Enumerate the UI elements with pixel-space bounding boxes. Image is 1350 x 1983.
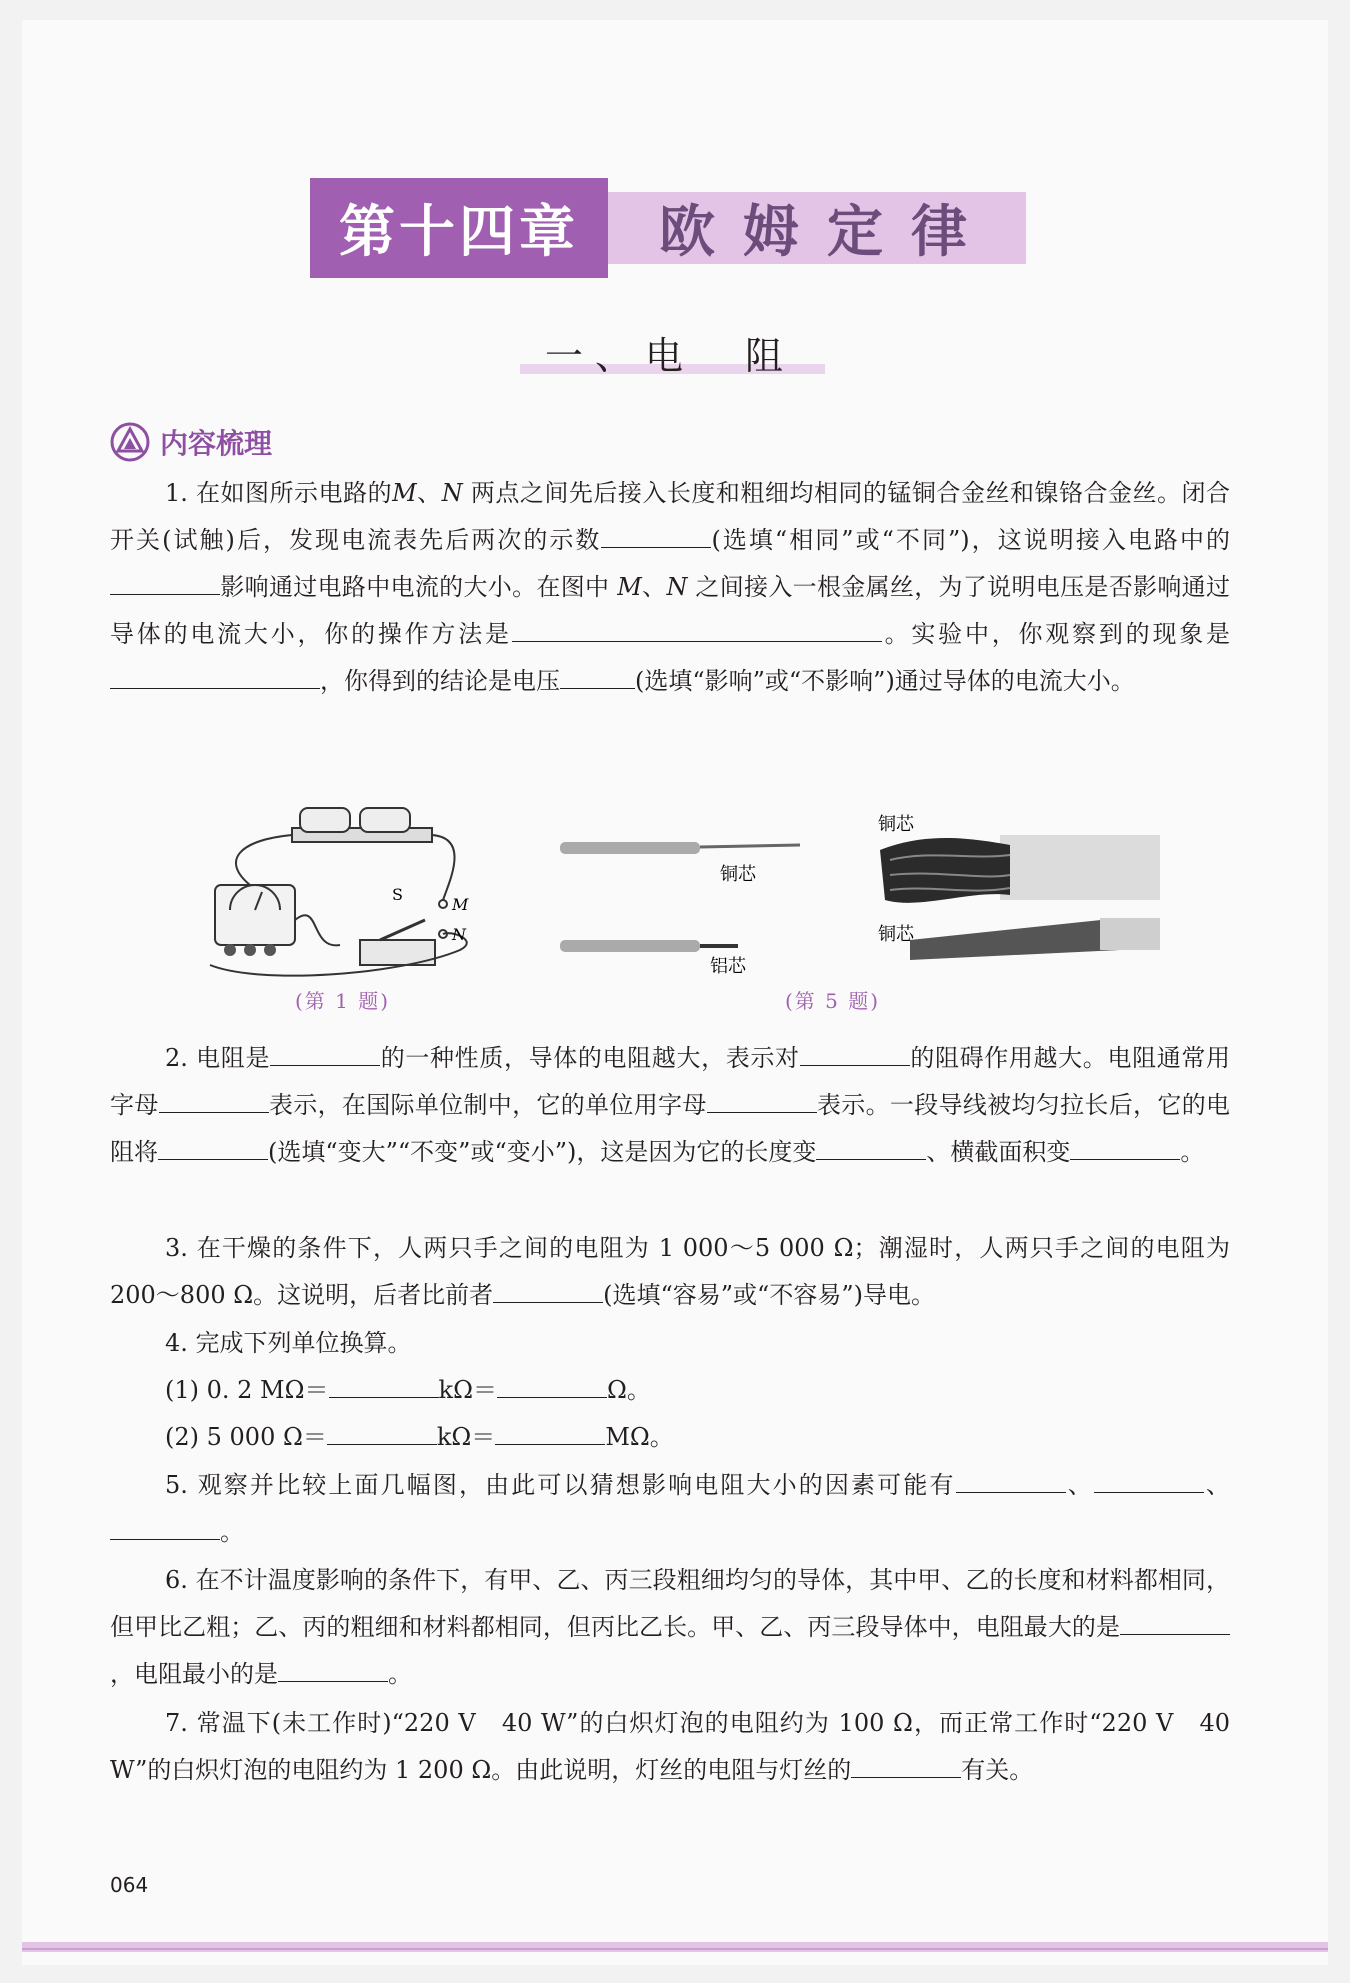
q1-text-e: 之间接入一根金属丝，为了说明电压是否影响通过导体的电流大小，你的操作方法是 — [110, 573, 1230, 648]
fig1-caption: (第 1 题) — [295, 989, 391, 1013]
q4-line1-c: Ω。 — [606, 1376, 651, 1404]
q4-title: 4. 完成下列单位换算。 — [165, 1329, 412, 1357]
copper-label-1: 铜芯 — [720, 864, 756, 885]
answer-blank[interactable] — [851, 1747, 961, 1778]
answer-blank[interactable] — [493, 1272, 603, 1303]
aluminum-label: 铝芯 — [710, 956, 746, 977]
q5-text-c: 、 — [1203, 1471, 1231, 1499]
q7-text-a: 7. 常温下(未工作时)“220 V 40 W”的白炽灯泡的电阻约为 100 Ω，而正常工作时“220 V 40 W”的白炽灯泡的电阻约为 1 200 Ω。由此说明，灯丝的电阻与灯丝的 — [110, 1709, 1230, 1784]
q2-text-c: 的阻碍作用越大。电阻通常用字母 — [110, 1044, 1231, 1119]
answer-blank[interactable] — [497, 1367, 607, 1398]
q2-text-f: (选填“变大”“不变”或“变小”)，这是因为它的长度变 — [268, 1138, 817, 1166]
q1-text-d: 影响通过电路中电流的大小。在图中 — [220, 573, 618, 601]
question-2 — [110, 1035, 1230, 1176]
q2-text-b: 的一种性质，导体的电阻越大，表示对 — [380, 1044, 800, 1072]
q5-text-a: 5. 观察并比较上面几幅图，由此可以猜想影响电阻大小的因素可能有 — [165, 1471, 956, 1499]
q1-text-c: (选填“相同”或“不同”)，这说明接入电路中的 — [711, 526, 1230, 554]
question-5 — [110, 1462, 1230, 1556]
footer-bar — [22, 1942, 1328, 1952]
q5-text-d: 。 — [220, 1518, 244, 1546]
circuit-figure — [200, 800, 500, 980]
q1-label-n: N — [441, 479, 463, 507]
q1-label-m2: M — [617, 573, 642, 601]
q1-text-a: 1. 在如图所示电路的 — [165, 479, 393, 507]
label-m: M — [452, 895, 469, 914]
chapter-number: 第十四章 — [310, 178, 608, 278]
q2-text-a: 2. 电阻是 — [165, 1044, 271, 1072]
answer-blank[interactable] — [1070, 1129, 1180, 1160]
answer-blank[interactable] — [495, 1414, 605, 1445]
label-s: S — [392, 885, 403, 904]
answer-blank[interactable] — [158, 1129, 268, 1160]
footer-line — [22, 1948, 1328, 1950]
label-n: N — [452, 925, 466, 944]
q2-text-e: 表示。一段导线被均匀拉长后，它的电阻将 — [110, 1091, 1231, 1166]
page-number: 064 — [110, 1873, 149, 1897]
answer-blank[interactable] — [512, 611, 882, 642]
answer-blank[interactable] — [601, 517, 711, 548]
q1-sep-1: 、 — [416, 479, 442, 507]
q6-text-b: ，电阻最小的是 — [110, 1660, 278, 1688]
q3-text-a: 3. 在干燥的条件下，人两只手之间的电阻为 1 000～5 000 Ω；潮湿时，人两只手之间的电阻为 200～800 Ω。这说明，后者比前者 — [110, 1234, 1230, 1309]
q1-text-h: (选填“影响”或“不影响”)通过导体的电流大小。 — [635, 667, 1135, 695]
q1-sep-2: 、 — [641, 573, 667, 601]
answer-blank[interactable] — [800, 1035, 910, 1066]
fig5-caption: (第 5 题) — [785, 989, 881, 1013]
q4-line2-c: MΩ。 — [605, 1423, 674, 1451]
question-6 — [110, 1557, 1230, 1698]
answer-blank[interactable] — [956, 1462, 1066, 1493]
answer-blank[interactable] — [1120, 1604, 1230, 1635]
q1-label-m: M — [392, 479, 417, 507]
summary-title: 内容梳理 — [160, 427, 273, 460]
q3-text-b: (选填“容易”或“不容易”)导电。 — [603, 1281, 935, 1309]
question-1 — [110, 470, 1230, 705]
question-3 — [110, 1225, 1230, 1319]
question-4 — [110, 1320, 1230, 1461]
q4-line2-a: (2) 5 000 Ω＝ — [165, 1423, 327, 1451]
q4-line1-b: kΩ＝ — [438, 1376, 497, 1404]
answer-blank[interactable] — [110, 564, 220, 595]
q4-line1-a: (1) 0. 2 MΩ＝ — [165, 1376, 329, 1404]
answer-blank[interactable] — [110, 658, 320, 689]
answer-blank[interactable] — [816, 1129, 926, 1160]
question-7 — [110, 1700, 1230, 1794]
answer-blank[interactable] — [270, 1035, 380, 1066]
q1-label-n2: N — [666, 573, 688, 601]
wire-figure-left — [560, 820, 820, 980]
q2-text-g: 、横截面积变 — [926, 1138, 1071, 1166]
answer-blank[interactable] — [329, 1367, 439, 1398]
section-title: 一、电 阻 — [544, 334, 795, 378]
chapter-title: 欧姆定律 — [608, 192, 1026, 264]
q6-text-c: 。 — [388, 1660, 412, 1688]
triangle-logo-icon — [110, 422, 150, 462]
answer-blank[interactable] — [159, 1082, 269, 1113]
summary-heading — [110, 422, 272, 462]
answer-blank[interactable] — [110, 1509, 220, 1540]
q6-text-a: 6. 在不计温度影响的条件下，有甲、乙、丙三段粗细均匀的导体，其中甲、乙的长度和材料都相同，但甲比乙粗；乙、丙的粗细和材料都相同，但丙比乙长。甲、乙、丙三段导体中，电阻最大的是 — [110, 1566, 1230, 1641]
q1-text-f: 。实验中，你观察到的现象是 — [881, 620, 1231, 648]
answer-blank[interactable] — [1094, 1462, 1204, 1493]
q2-text-h: 。 — [1180, 1138, 1205, 1166]
q1-text-g: ，你得到的结论是电压 — [320, 667, 560, 695]
q7-text-b: 有关。 — [961, 1756, 1034, 1784]
figures-row — [200, 800, 1200, 1020]
answer-blank[interactable] — [560, 658, 635, 689]
answer-blank[interactable] — [707, 1082, 817, 1113]
q5-text-b: 、 — [1065, 1471, 1094, 1499]
wire-figure-right — [870, 800, 1170, 980]
q4-line2-b: kΩ＝ — [436, 1423, 496, 1451]
copper-label-3: 铜芯 — [878, 924, 914, 945]
answer-blank[interactable] — [278, 1651, 388, 1682]
copper-label-2: 铜芯 — [878, 814, 914, 835]
q1-text-b: 两点之间先后接入长度和粗细均相同的锰铜合金丝和镍铬合金丝。闭合开关(试触)后，发现电流表先后两次的示数 — [110, 479, 1230, 554]
answer-blank[interactable] — [327, 1414, 437, 1445]
q2-text-d: 表示，在国际单位制中，它的单位用字母 — [268, 1091, 707, 1119]
